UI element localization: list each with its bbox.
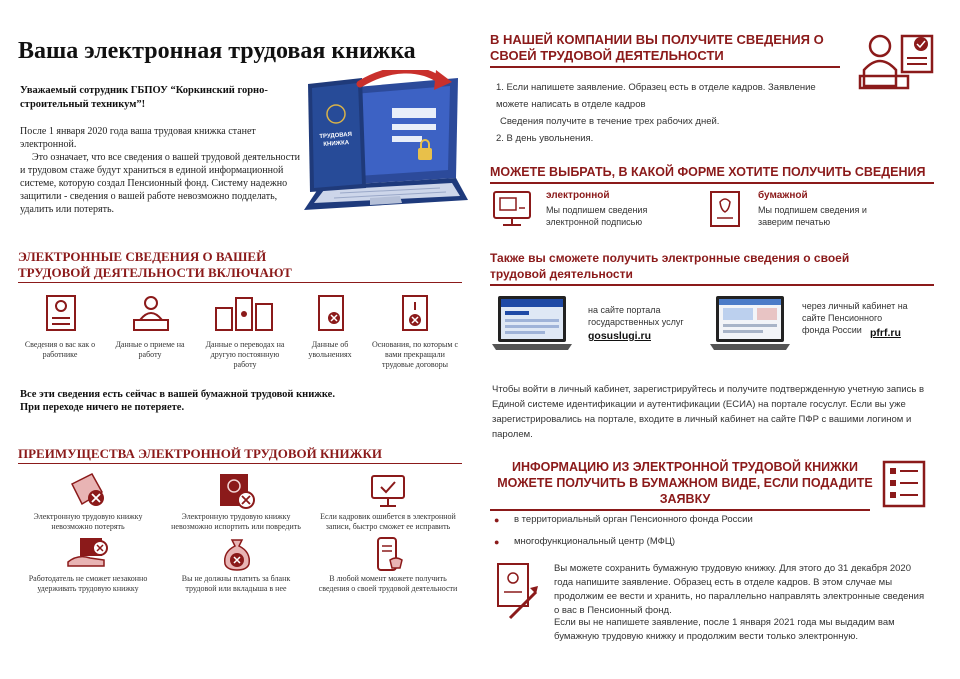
advantages-grid: Электронную трудовую книжку невозможно потерять Электронную трудовую книжку невозможно испортить или повредить Если кадровик ошибется в электронной записи, быстро сможет ее исправить Работодатель не сможет незаконно удерживать трудовую книжку Вы не должны платить за бланк трудовой или вкладыша в нее В любой момент можете получить сведения о своей трудовой деятельности [18, 470, 462, 600]
document-list-icon [880, 460, 930, 508]
form-option-text: Мы подпишем сведения и заверим печатью [758, 205, 867, 227]
exit-door-icon [316, 294, 346, 332]
form-option-title: бумажной [758, 190, 808, 201]
portal-text: через личный кабинет на сайте Пенсионного фонда России [802, 301, 908, 335]
company-item: Сведения получите в течение трех рабочих дней. [500, 116, 720, 127]
company-item: 2. В день увольнения. [496, 133, 594, 144]
login-text: Чтобы войти в личный кабинет, зарегистрируйтесь и получите подтвержденную учетную запись в Единой системе идентификации и аутентификации (ЕСИА) на портале госуслуг. Если вы уже зарегистрировались на портале, входите в личный кабинет на сайте ПФР с вашими логином и паролем. [492, 384, 925, 440]
form-heading: МОЖЕТЕ ВЫБРАТЬ, В КАКОЙ ФОРМЕ ХОТИТЕ ПОЛУЧИТЬ СВЕДЕНИЯ [490, 165, 926, 179]
paper-places-list [494, 513, 874, 557]
paper-place: ● многофункциональный центр (МФЦ) [494, 536, 676, 547]
book-label: ТРУДОВАЯ КНИЖКА [319, 131, 353, 148]
intro-paragraph-1: После 1 января 2020 года ваша трудовая книжка станет электронной. [20, 126, 256, 150]
included-heading: ЭЛЕКТРОННЫЕ СВЕДЕНИЯ О ВАШЕЙ ТРУДОВОЙ ДЕЯТЕЛЬНОСТИ ВКЛЮЧАЮТ [18, 249, 292, 280]
included-list: Сведения о вас как о работнике Данные о приеме на работу Данные о переводах на другую постоянную работу Данные об увольнениях Основания, по которым с вами прекращали трудовые договоры [20, 294, 460, 374]
monitor-doc-icon [492, 190, 532, 228]
page-title: Ваша электронная трудовая книжка [18, 38, 416, 64]
company-item: 1. Если напишете заявление. Образец есть в отделе кадров. Заявление можете написать в отделе кадров [496, 82, 816, 110]
specialist-icon [858, 30, 938, 90]
hand-book-icon [66, 536, 110, 572]
employee-card-icon [44, 294, 78, 332]
paper-note: Все эти сведения есть сейчас в вашей бумажной трудовой книжке. При переходе ничего не потеряете. [20, 389, 335, 413]
portal-pfr [710, 294, 940, 354]
pfr-laptop-icon [710, 294, 790, 352]
fix-error-icon [368, 470, 408, 510]
portal-text: на сайте портала государственных услуг [588, 305, 684, 327]
form-option [492, 190, 692, 230]
intro-paragraph-2: Это означает, что все сведения о вашей трудовой деятельности и трудовом стаже будут храниться в единой информационной системе, которую создал Пенсионный фонд. Систему надежно защитили - сведения о вашей работе невозможно подделать, удалить или потерять. [20, 152, 300, 215]
greeting: Уважаемый сотрудник ГБПОУ “Коркинский горно-строительный техникум”! [20, 85, 268, 110]
paper-emblem-icon [708, 190, 742, 228]
keep-text-2: Если вы не напишете заявление, после 1 января 2021 года мы выдадим вам бумажную трудовую книжку и продолжим вести только электронную. [554, 617, 895, 642]
advantages-heading: ПРЕИМУЩЕСТВА ЭЛЕКТРОННОЙ ТРУДОВОЙ КНИЖКИ [18, 446, 383, 461]
portal-gosuslugi [492, 294, 702, 354]
keep-text-1: Вы можете сохранить бумажную трудовую книжку. Для этого до 31 декабря 2020 года напишите заявление. Образец есть в отделе кадров. В этом случае мы продолжим ее вести и хранить, но параллельно направлять электронные сведения о вас в Пенсионный фонд. [554, 563, 925, 616]
paper-heading: ИНФОРМАЦИЮ ИЗ ЭЛЕКТРОННОЙ ТРУДОВОЙ КНИЖКИ МОЖЕТЕ ПОЛУЧИТЬ В БУМАЖНОМ ВИДЕ, ЕСЛИ ПОДАДИТЕ ЗАЯВКУ [497, 460, 873, 506]
lost-book-icon [66, 470, 110, 510]
phone-access-icon [372, 536, 406, 572]
damaged-book-icon [216, 470, 256, 510]
form-option-text: Мы подпишем сведения электронной подписью [546, 205, 648, 227]
gosuslugi-link[interactable]: gosuslugi.ru [588, 330, 651, 342]
hiring-desk-icon [132, 294, 170, 332]
also-heading: Также вы сможете получить электронные сведения о своей трудовой деятельности [490, 251, 850, 281]
paper-place: ● в территориальный орган Пенсионного фонда России [494, 514, 753, 525]
form-option-title: электронной [546, 190, 610, 201]
pfr-link[interactable]: pfrf.ru [870, 327, 901, 339]
laptop-illustration [300, 70, 470, 220]
money-bag-icon [220, 536, 254, 572]
city-buildings-icon [214, 294, 276, 332]
gosuslugi-laptop-icon [492, 294, 572, 352]
form-option [708, 190, 908, 230]
door-reason-icon [400, 294, 430, 332]
keep-paper-book-icon [494, 560, 540, 622]
company-heading: В НАШЕЙ КОМПАНИИ ВЫ ПОЛУЧИТЕ СВЕДЕНИЯ О СВОЕЙ ТРУДОВОЙ ДЕЯТЕЛЬНОСТИ [490, 32, 824, 63]
company-list [490, 79, 820, 147]
